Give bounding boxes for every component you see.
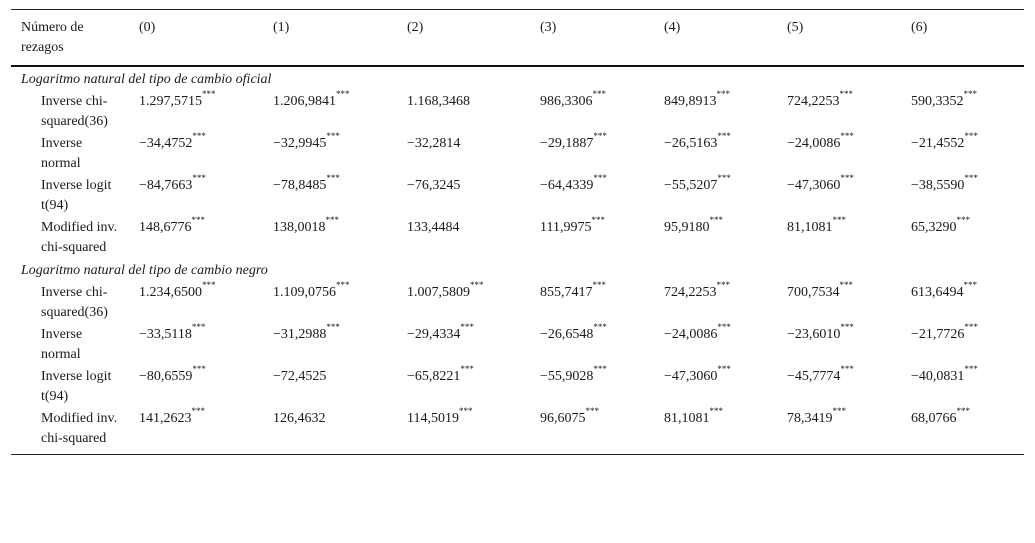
table-cell bbox=[263, 282, 397, 324]
significance-marker: *** bbox=[192, 364, 206, 375]
row-label: Modified inv. chi-squared bbox=[41, 220, 118, 255]
cell-value: −23,6010 bbox=[787, 327, 841, 342]
significance-marker: *** bbox=[956, 215, 970, 226]
cell-value: 96,6075 bbox=[540, 411, 586, 426]
significance-marker: *** bbox=[964, 173, 978, 184]
table-cell bbox=[777, 366, 901, 408]
table-header bbox=[11, 10, 1024, 67]
cell-value: 724,2253 bbox=[787, 94, 840, 109]
table-cell bbox=[530, 408, 654, 455]
row-label: Inverse normal bbox=[41, 327, 83, 362]
cell-value: −55,5207 bbox=[664, 178, 718, 193]
significance-marker: *** bbox=[840, 173, 854, 184]
cell-value: 724,2253 bbox=[664, 285, 717, 300]
header-col-2: (2) bbox=[407, 20, 424, 35]
header-col-4: (4) bbox=[664, 20, 681, 35]
table-cell bbox=[530, 175, 654, 217]
table-cell bbox=[530, 217, 654, 259]
significance-marker: *** bbox=[963, 280, 977, 291]
significance-marker: *** bbox=[326, 322, 340, 333]
significance-marker: *** bbox=[593, 173, 607, 184]
cell-value: 849,8913 bbox=[664, 94, 717, 109]
significance-marker: *** bbox=[956, 406, 970, 417]
significance-marker: *** bbox=[840, 364, 854, 375]
cell-value: −38,5590 bbox=[911, 178, 965, 193]
table-cell bbox=[901, 366, 1024, 408]
cell-value: 114,5019 bbox=[407, 411, 459, 426]
cell-value: 855,7417 bbox=[540, 285, 593, 300]
table-cell bbox=[777, 408, 901, 455]
cell-value: −64,4339 bbox=[540, 178, 594, 193]
cell-value: −76,3245 bbox=[407, 178, 461, 193]
table-row bbox=[11, 91, 1024, 133]
significance-marker: *** bbox=[832, 215, 846, 226]
significance-marker: *** bbox=[717, 131, 731, 142]
cell-value: 78,3419 bbox=[787, 411, 833, 426]
significance-marker: *** bbox=[202, 280, 216, 291]
cell-value: 1.206,9841 bbox=[273, 94, 336, 109]
section-header-row bbox=[11, 66, 1024, 91]
significance-marker: *** bbox=[593, 131, 607, 142]
cell-value: 1.109,0756 bbox=[273, 285, 336, 300]
row-label: Modified inv. chi-squared bbox=[41, 411, 118, 446]
table-cell bbox=[654, 408, 777, 455]
table-cell bbox=[777, 91, 901, 133]
significance-marker: *** bbox=[326, 131, 340, 142]
significance-marker: *** bbox=[593, 322, 607, 333]
significance-marker: *** bbox=[326, 173, 340, 184]
significance-marker: *** bbox=[963, 89, 977, 100]
significance-marker: *** bbox=[717, 322, 731, 333]
significance-marker: *** bbox=[840, 131, 854, 142]
significance-marker: *** bbox=[336, 280, 350, 291]
significance-marker: *** bbox=[716, 280, 730, 291]
header-col-0: (0) bbox=[139, 20, 156, 35]
table-cell bbox=[263, 91, 397, 133]
cell-value: −21,4552 bbox=[911, 136, 965, 151]
significance-marker: *** bbox=[591, 215, 605, 226]
table-cell bbox=[654, 324, 777, 366]
significance-marker: *** bbox=[709, 406, 723, 417]
table-cell bbox=[263, 217, 397, 259]
table-cell bbox=[263, 175, 397, 217]
table-cell bbox=[397, 366, 530, 408]
header-lags-label: Número de rezagos bbox=[21, 20, 84, 55]
cell-value: −47,3060 bbox=[787, 178, 841, 193]
cell-value: 68,0766 bbox=[911, 411, 957, 426]
table-cell bbox=[654, 366, 777, 408]
significance-marker: *** bbox=[592, 280, 606, 291]
table-body bbox=[11, 66, 1024, 455]
header-col-1: (1) bbox=[273, 20, 290, 35]
cell-value: −31,2988 bbox=[273, 327, 327, 342]
cell-value: −40,0831 bbox=[911, 369, 965, 384]
table-row bbox=[11, 175, 1024, 217]
significance-marker: *** bbox=[717, 173, 731, 184]
cell-value: 95,9180 bbox=[664, 220, 710, 235]
cell-value: −55,9028 bbox=[540, 369, 594, 384]
table-cell bbox=[901, 324, 1024, 366]
significance-marker: *** bbox=[717, 364, 731, 375]
table-row bbox=[11, 324, 1024, 366]
cell-value: −33,5118 bbox=[139, 327, 192, 342]
table-cell bbox=[397, 282, 530, 324]
table-cell bbox=[530, 282, 654, 324]
table-row bbox=[11, 133, 1024, 175]
cell-value: 590,3352 bbox=[911, 94, 964, 109]
results-table bbox=[11, 9, 1024, 455]
table-cell bbox=[263, 133, 397, 175]
significance-marker: *** bbox=[716, 89, 730, 100]
row-label: Inverse chi-squared(36) bbox=[41, 285, 108, 320]
table-cell bbox=[263, 408, 397, 455]
table-cell bbox=[777, 133, 901, 175]
row-label: Inverse logit t(94) bbox=[41, 369, 112, 404]
table-cell bbox=[654, 217, 777, 259]
header-col-3: (3) bbox=[540, 20, 557, 35]
cell-value: 65,3290 bbox=[911, 220, 957, 235]
significance-marker: *** bbox=[192, 131, 206, 142]
cell-value: 613,6494 bbox=[911, 285, 964, 300]
cell-value: 1.297,5715 bbox=[139, 94, 202, 109]
section-title: Logaritmo natural del tipo de cambio negro bbox=[21, 263, 268, 278]
table-cell bbox=[654, 282, 777, 324]
significance-marker: *** bbox=[458, 406, 473, 417]
cell-value: 81,1081 bbox=[787, 220, 833, 235]
cell-value: −47,3060 bbox=[664, 369, 718, 384]
cell-value: 111,9975 bbox=[540, 220, 592, 235]
cell-value: −45,7774 bbox=[787, 369, 841, 384]
header-col-5: (5) bbox=[787, 20, 804, 35]
table-cell bbox=[654, 133, 777, 175]
table-cell bbox=[129, 133, 263, 175]
significance-marker: *** bbox=[964, 322, 978, 333]
significance-marker: *** bbox=[840, 322, 854, 333]
header-col-6: (6) bbox=[911, 20, 928, 35]
table-row bbox=[11, 217, 1024, 259]
table-cell bbox=[129, 282, 263, 324]
cell-value: 126,4632 bbox=[273, 411, 326, 426]
table-cell bbox=[777, 175, 901, 217]
table-cell bbox=[530, 133, 654, 175]
cell-value: 1.168,3468 bbox=[407, 94, 470, 109]
table-cell bbox=[777, 324, 901, 366]
table-row bbox=[11, 366, 1024, 408]
significance-marker: *** bbox=[709, 215, 723, 226]
table-cell bbox=[654, 91, 777, 133]
table-cell bbox=[397, 324, 530, 366]
row-label: Inverse normal bbox=[41, 136, 83, 171]
cell-value: −72,4525 bbox=[273, 369, 327, 384]
cell-value: −80,6559 bbox=[139, 369, 193, 384]
cell-value: 1.007,5809 bbox=[407, 285, 470, 300]
table-row bbox=[11, 408, 1024, 455]
significance-marker: *** bbox=[470, 280, 484, 291]
header-row bbox=[11, 10, 1024, 67]
table-cell bbox=[129, 324, 263, 366]
table-cell bbox=[397, 217, 530, 259]
significance-marker: *** bbox=[592, 89, 606, 100]
table-cell bbox=[129, 408, 263, 455]
cell-value: 141,2623 bbox=[139, 411, 192, 426]
significance-marker: *** bbox=[839, 280, 853, 291]
cell-value: −65,8221 bbox=[407, 369, 461, 384]
significance-marker: *** bbox=[191, 406, 205, 417]
significance-marker: *** bbox=[839, 89, 853, 100]
table-cell bbox=[397, 91, 530, 133]
table-cell bbox=[901, 282, 1024, 324]
table-cell bbox=[129, 175, 263, 217]
table-cell bbox=[397, 133, 530, 175]
significance-marker: *** bbox=[460, 322, 474, 333]
significance-marker: *** bbox=[191, 322, 206, 333]
table-cell bbox=[397, 408, 530, 455]
cell-value: −24,0086 bbox=[664, 327, 718, 342]
cell-value: 133,4484 bbox=[407, 220, 460, 235]
significance-marker: *** bbox=[460, 364, 474, 375]
table-cell bbox=[263, 366, 397, 408]
table-cell bbox=[901, 133, 1024, 175]
cell-value: 148,6776 bbox=[139, 220, 192, 235]
table-cell bbox=[129, 91, 263, 133]
section-header-row bbox=[11, 259, 1024, 282]
significance-marker: *** bbox=[191, 215, 205, 226]
table-cell bbox=[777, 282, 901, 324]
table-cell bbox=[901, 91, 1024, 133]
significance-marker: *** bbox=[964, 131, 978, 142]
significance-marker: *** bbox=[585, 406, 599, 417]
section-title: Logaritmo natural del tipo de cambio oficial bbox=[21, 72, 272, 87]
significance-marker: *** bbox=[964, 364, 978, 375]
table-cell bbox=[901, 217, 1024, 259]
table-cell bbox=[129, 217, 263, 259]
table-cell bbox=[263, 324, 397, 366]
cell-value: −29,1887 bbox=[540, 136, 594, 151]
cell-value: 81,1081 bbox=[664, 411, 710, 426]
results-table-container bbox=[11, 9, 1024, 455]
cell-value: −24,0086 bbox=[787, 136, 841, 151]
cell-value: −29,4334 bbox=[407, 327, 461, 342]
table-cell bbox=[654, 175, 777, 217]
cell-value: −26,5163 bbox=[664, 136, 718, 151]
cell-value: 1.234,6500 bbox=[139, 285, 202, 300]
cell-value: −21,7726 bbox=[911, 327, 965, 342]
table-cell bbox=[397, 175, 530, 217]
table-cell bbox=[777, 217, 901, 259]
cell-value: −34,4752 bbox=[139, 136, 193, 151]
cell-value: 986,3306 bbox=[540, 94, 593, 109]
table-cell bbox=[530, 324, 654, 366]
significance-marker: *** bbox=[192, 173, 206, 184]
significance-marker: *** bbox=[202, 89, 216, 100]
significance-marker: *** bbox=[832, 406, 846, 417]
significance-marker: *** bbox=[336, 89, 350, 100]
cell-value: −84,7663 bbox=[139, 178, 193, 193]
row-label: Inverse logit t(94) bbox=[41, 178, 112, 213]
significance-marker: *** bbox=[325, 215, 339, 226]
cell-value: −32,9945 bbox=[273, 136, 327, 151]
table-cell bbox=[530, 91, 654, 133]
table-row bbox=[11, 282, 1024, 324]
cell-value: −32,2814 bbox=[407, 136, 461, 151]
table-cell bbox=[530, 366, 654, 408]
table-cell bbox=[901, 175, 1024, 217]
table-cell bbox=[129, 366, 263, 408]
cell-value: −78,8485 bbox=[273, 178, 327, 193]
significance-marker: *** bbox=[593, 364, 607, 375]
row-label: Inverse chi-squared(36) bbox=[41, 94, 108, 129]
cell-value: −26,6548 bbox=[540, 327, 594, 342]
cell-value: 700,7534 bbox=[787, 285, 840, 300]
table-cell bbox=[901, 408, 1024, 455]
cell-value: 138,0018 bbox=[273, 220, 326, 235]
